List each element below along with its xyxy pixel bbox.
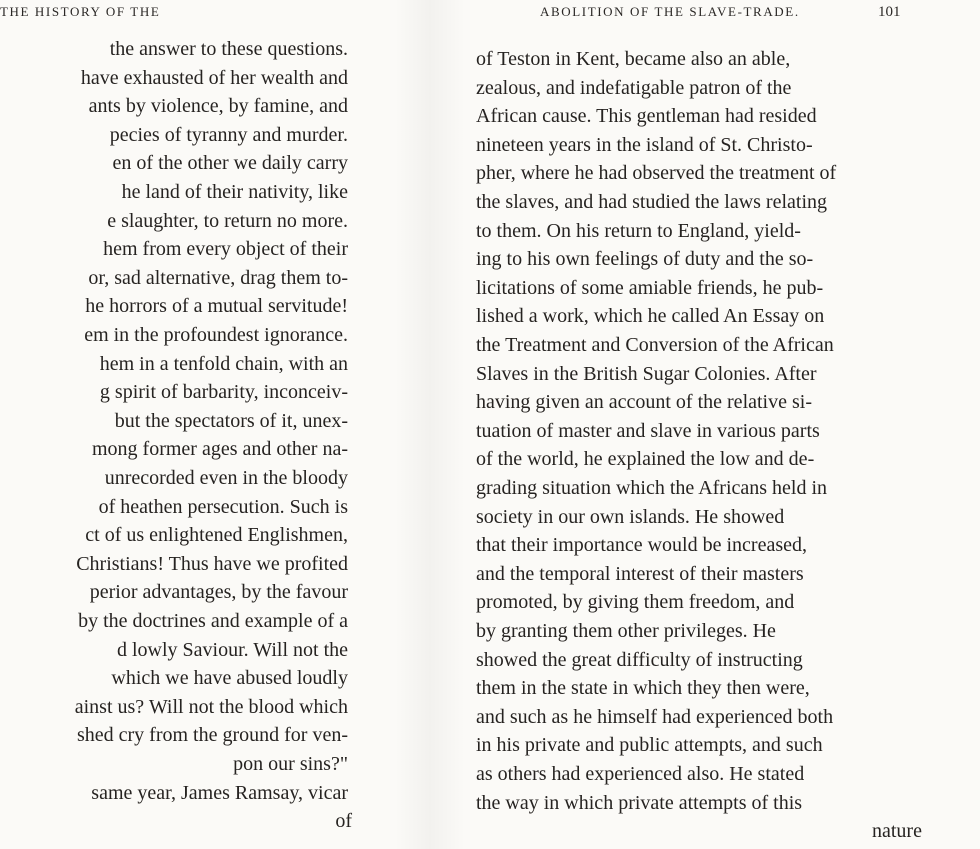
text-line: licitations of some amiable friends, he pub- <box>476 276 824 299</box>
text-line: tuation of master and slave in various parts <box>476 419 820 442</box>
text-line: having given an account of the relative si- <box>476 391 812 414</box>
text-line: perior advantages, by the favour <box>89 581 348 604</box>
text-line: ainst us? Will not the blood which <box>74 695 348 718</box>
text-line: he land of their nativity, like <box>121 181 348 203</box>
text-line: Christians! Thus have we profited <box>76 552 348 575</box>
text-line: d lowly Saviour. Will not the <box>116 638 348 661</box>
right-catchword: nature <box>872 820 922 843</box>
text-line: of heathen persecution. Such is <box>98 495 348 518</box>
text-line: them in the state in which they then were, <box>476 677 810 700</box>
text-line: and the temporal interest of their masters <box>476 562 804 585</box>
right-page <box>440 0 980 849</box>
text-line: he horrors of a mutual servitude! <box>85 295 348 318</box>
text-line: society in our own islands. He showed <box>476 505 785 528</box>
text-line: by granting them other privileges. He <box>476 620 776 642</box>
text-line: that their importance would be increased, <box>476 534 807 557</box>
text-line: pher, where he had observed the treatment of <box>476 162 837 185</box>
text-line: and such as he himself had experienced both <box>476 705 834 728</box>
text-line: showed the great difficulty of instructing <box>476 648 803 671</box>
text-line: promoted, by giving them freedom, and <box>476 591 795 614</box>
text-line: the Treatment and Conversion of the African <box>476 334 834 356</box>
left-running-header: THE HISTORY OF THE <box>0 4 161 19</box>
text-line: nineteen years in the island of St. Christo- <box>476 133 813 156</box>
text-line: g spirit of barbarity, inconceiv- <box>99 381 348 404</box>
text-line: African cause. This gentleman had resided <box>476 105 817 128</box>
text-line: by the doctrines and example of a <box>78 610 348 632</box>
text-line: pecies of tyranny and murder. <box>109 123 348 146</box>
text-line: zealous, and indefatigable patron of the <box>476 76 792 99</box>
text-line: shed cry from the ground for ven- <box>76 724 348 747</box>
text-line: have exhausted of her wealth and <box>80 66 348 89</box>
text-line: e slaughter, to return no more. <box>107 209 348 232</box>
text-line: em in the profoundest ignorance. <box>84 324 348 346</box>
text-line: hem in a tenfold chain, with an <box>99 352 348 375</box>
text-line: unrecorded even in the bloody <box>104 467 348 489</box>
text-line: ing to his own feelings of duty and the so- <box>476 248 814 271</box>
text-line: same year, James Ramsay, vicar <box>91 781 348 804</box>
text-line: hem from every object of their <box>103 238 348 261</box>
text-line: pon our sins?" <box>233 753 348 775</box>
text-line: mong former ages and other na- <box>91 438 348 461</box>
page-number: 101 <box>878 4 901 20</box>
text-line: the answer to these questions. <box>109 38 348 60</box>
right-running-header: ABOLITION OF THE SLAVE-TRADE. <box>540 4 800 19</box>
text-line: the way in which private attempts of this <box>476 791 803 814</box>
text-line: Slaves in the British Sugar Colonies. After <box>476 362 817 385</box>
left-catchword: of <box>335 810 352 833</box>
text-line: lished a work, which he called An Essay on <box>476 305 825 328</box>
text-line: or, sad alternative, drag them to- <box>88 266 348 289</box>
text-line: in his private and public attempts, and such <box>476 734 823 757</box>
text-line: en of the other we daily carry <box>112 152 348 175</box>
text-line: as others had experienced also. He stated <box>476 763 805 785</box>
text-line: ct of us enlightened Englishmen, <box>85 524 348 547</box>
text-line: of Teston in Kent, became also an able, <box>476 48 791 70</box>
text-line: the slaves, and had studied the laws relating <box>476 191 828 213</box>
left-page <box>0 0 400 849</box>
text-line: which we have abused loudly <box>111 667 348 690</box>
text-line: ants by violence, by famine, and <box>88 95 348 118</box>
text-line: but the spectators of it, unex- <box>114 409 348 432</box>
text-line: of the world, he explained the low and de- <box>476 448 815 471</box>
text-line: grading situation which the Africans held in <box>476 477 828 499</box>
text-line: to them. On his return to England, yield- <box>476 219 801 242</box>
